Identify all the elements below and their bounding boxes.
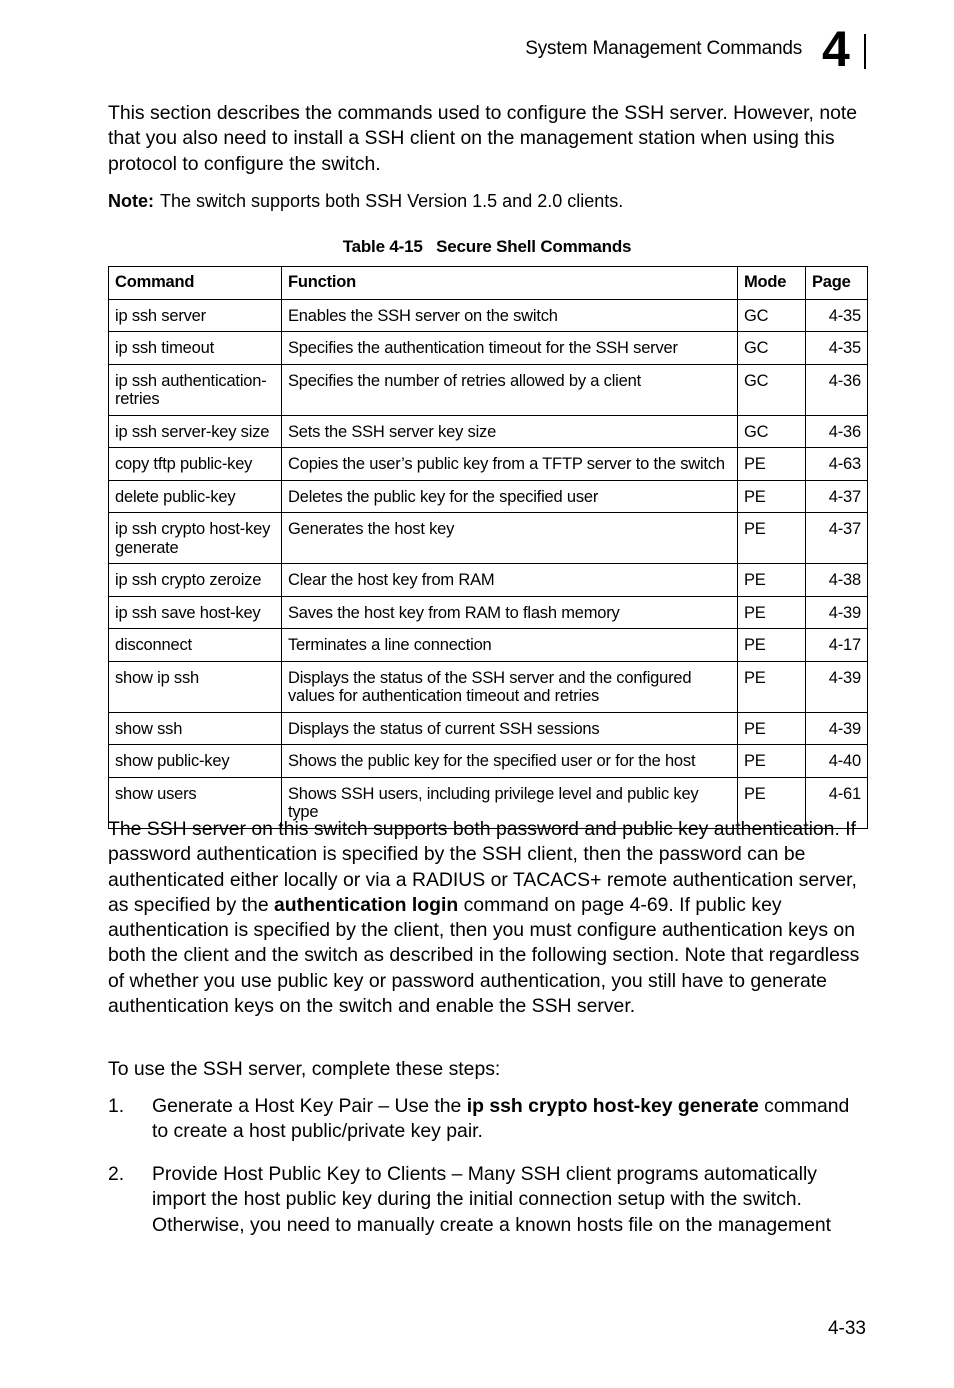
table-row (109, 712, 868, 745)
steps-list-continued (108, 1162, 868, 1238)
page-cell: 4-40 (806, 745, 868, 778)
command-cell: copy tftp public-key (109, 448, 282, 481)
table-row (109, 661, 868, 712)
page-cell: 4-37 (806, 480, 868, 513)
command-cell: delete public-key (109, 480, 282, 513)
table-row (109, 415, 868, 448)
mode-cell: PE (738, 712, 806, 745)
table-row (109, 332, 868, 365)
mode-cell: GC (738, 332, 806, 365)
page-cell: 4-61 (806, 777, 868, 828)
function-cell: Displays the status of the SSH server and the configured values for authentication timeout and retries (282, 661, 738, 712)
command-reference: ip ssh crypto host-key generate (466, 1095, 759, 1117)
mode-cell: PE (738, 448, 806, 481)
mode-cell: PE (738, 480, 806, 513)
page-cell: 4-63 (806, 448, 868, 481)
page-cell: 4-39 (806, 712, 868, 745)
list-item (108, 1162, 868, 1238)
steps-intro: To use the SSH server, complete these steps: (108, 1058, 501, 1080)
step-text: Provide Host Public Key to Clients – Many SSH client programs automatically import the host public key during the initial connection setup with the switch. Otherwise, you need to manually create a known hosts file on the management (152, 1163, 832, 1236)
body-text: The SSH server on this switch supports both password and public key authentication. If password authentication is specified by the SSH client, then the password can be authenticated either locally or via a RADIUS or TACACS+ remote authentication server, as specified by the (108, 818, 857, 916)
table-row (109, 480, 868, 513)
page-cell: 4-36 (806, 415, 868, 448)
table-caption: Table 4-15 Secure Shell Commands (342, 237, 632, 256)
step-text: command to create a host public/private key pair. (152, 1095, 850, 1143)
mode-cell: GC (738, 299, 806, 332)
table-row (109, 564, 868, 597)
mode-cell: GC (738, 364, 806, 415)
page-cell: 4-35 (806, 332, 868, 365)
chapter-rule (864, 34, 866, 69)
note-text: The switch supports both SSH Version 1.5 and 2.0 clients. (160, 191, 624, 211)
note (108, 191, 623, 212)
mode-cell: GC (738, 415, 806, 448)
function-cell: Copies the user’s public key from a TFTP server to the switch (282, 448, 738, 481)
command-reference: authentication login (274, 893, 459, 916)
table-row (109, 513, 868, 564)
page-cell: 4-38 (806, 564, 868, 597)
function-cell: Generates the host key (282, 513, 738, 564)
function-cell: Sets the SSH server key size (282, 415, 738, 448)
table-header-row (109, 267, 868, 300)
function-cell: Clear the host key from RAM (282, 564, 738, 597)
table-row (109, 364, 868, 415)
page-cell: 4-36 (806, 364, 868, 415)
table-row (109, 745, 868, 778)
command-cell: show ip ssh (109, 661, 282, 712)
step-text: Generate a Host Key Pair – Use the (152, 1095, 467, 1117)
intro-paragraph: This section describes the commands used to configure the SSH server. However, note that you also need to install a SSH client on the management station when using this protocol to configure the switch. (108, 102, 858, 175)
command-cell: show public-key (109, 745, 282, 778)
function-cell: Saves the host key from RAM to flash memory (282, 596, 738, 629)
command-cell: ip ssh timeout (109, 332, 282, 365)
table-row (109, 448, 868, 481)
body-text: command on page 4-69. If public key authentication is specified by the client, then you must configure authentication keys on both the client and the switch as described in the following section. Note that regardless of whether you use public key or password authentication, you still have to generate authentication keys on the switch and enable the SSH server. (108, 893, 860, 1018)
command-cell: disconnect (109, 629, 282, 662)
function-cell: Specifies the number of retries allowed by a client (282, 364, 738, 415)
command-cell: ip ssh authentication-retries (109, 364, 282, 415)
steps-list (108, 1094, 868, 1145)
command-cell: ip ssh server-key size (109, 415, 282, 448)
command-cell: ip ssh crypto zeroize (109, 564, 282, 597)
step-number: 2. (108, 1163, 125, 1185)
function-cell: Specifies the authentication timeout for the SSH server (282, 332, 738, 365)
page-cell: 4-17 (806, 629, 868, 662)
column-header-page: Page (806, 267, 868, 300)
column-header-mode: Mode (738, 267, 806, 300)
command-cell: ip ssh crypto host-key generate (109, 513, 282, 564)
page-number: 4-33 (827, 1318, 866, 1339)
page-cell: 4-39 (806, 661, 868, 712)
mode-cell: PE (738, 661, 806, 712)
table-row (109, 596, 868, 629)
mode-cell: PE (738, 745, 806, 778)
mode-cell: PE (738, 596, 806, 629)
function-cell: Shows SSH users, including privilege level and public key type (282, 777, 738, 828)
command-cell: show users (109, 777, 282, 828)
table-row (109, 629, 868, 662)
mode-cell: PE (738, 513, 806, 564)
command-cell: show ssh (109, 712, 282, 745)
function-cell: Displays the status of current SSH sessions (282, 712, 738, 745)
page-cell: 4-37 (806, 513, 868, 564)
body-paragraph-auth (108, 817, 868, 1019)
column-header-function: Function (282, 267, 738, 300)
header-title: System Management Commands (525, 38, 802, 59)
table-row (109, 299, 868, 332)
function-cell: Terminates a line connection (282, 629, 738, 662)
note-label: Note: (108, 191, 154, 211)
page-cell: 4-39 (806, 596, 868, 629)
mode-cell: PE (738, 564, 806, 597)
step-number: 1. (108, 1095, 125, 1117)
mode-cell: PE (738, 629, 806, 662)
chapter-number: 4 (822, 21, 850, 77)
list-item (108, 1094, 868, 1145)
function-cell: Enables the SSH server on the switch (282, 299, 738, 332)
secure-shell-commands-table (108, 266, 868, 829)
page-cell: 4-35 (806, 299, 868, 332)
command-cell: ip ssh server (109, 299, 282, 332)
function-cell: Deletes the public key for the specified user (282, 480, 738, 513)
column-header-command: Command (109, 267, 282, 300)
command-cell: ip ssh save host-key (109, 596, 282, 629)
function-cell: Shows the public key for the specified user or for the host (282, 745, 738, 778)
mode-cell: PE (738, 777, 806, 828)
